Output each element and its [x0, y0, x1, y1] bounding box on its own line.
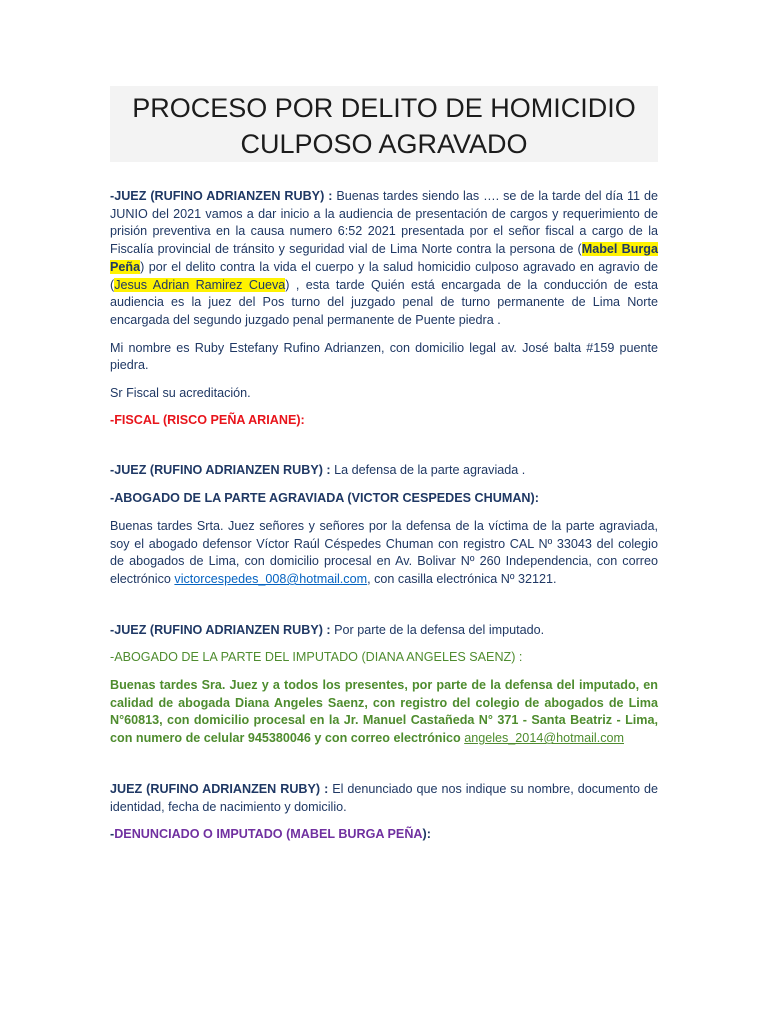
paragraph-text: Buenas tardes Srta. Juez señores y señores por la defensa de la víctima de la parte agraviada, soy el abogado defensor Víctor Raúl Céspedes Chuman con registro CAL Nº 33043 del colegio de abogados de Lima, con domicilio procesal en Av. Bolivar Nº 260 Independencia, con correo electrónico	[110, 518, 658, 586]
paragraph-text: El denunciado que nos indique su nombre, documento de identidad, fecha de nacimiento y domicilio.	[110, 781, 658, 814]
title-line-1: PROCESO POR DELITO DE HOMICIDIO	[132, 93, 636, 123]
speaker-judge: -JUEZ (RUFINO ADRIANZEN RUBY) :	[110, 189, 333, 203]
paragraph-text: Buenas tardes Sra. Juez y a todos los presentes, por parte de la defensa del imputado, en calidad de abogada Diana Angeles Saenz, con registro del colegio de abogados de Lima N°60813, con domicilio procesal en la Jr. Manuel Castañeda N° 371 - Santa Beatriz - Lima, con numero de celular 945380046 y con correo electrónico	[110, 678, 658, 746]
email-link-victim-lawyer[interactable]: victorcespedes_008@hotmail.com	[174, 571, 368, 586]
paragraph-judge-defense-accused	[110, 622, 658, 640]
speaker-accused-lawyer: -ABOGADO DE LA PARTE DEL IMPUTADO (DIANA ANGELES SAENZ) :	[110, 650, 523, 665]
title-line-2: CULPOSO AGRAVADO	[240, 129, 528, 159]
speaker-fiscal: -FISCAL (RISCO PEÑA ARIANE):	[110, 412, 305, 427]
speaker-judge: -JUEZ (RUFINO ADRIANZEN RUBY) :	[110, 622, 331, 637]
speaker-accused	[110, 826, 658, 844]
speaker-judge: JUEZ (RUFINO ADRIANZEN RUBY) :	[110, 781, 329, 796]
document-body	[110, 188, 658, 844]
speaker-accused-label: DENUNCIADO O IMPUTADO (	[114, 827, 291, 842]
speaker-prefix: -	[110, 827, 115, 842]
paragraph-text: ) por el delito contra la vida el cuerpo y la salud homicidio culposo agravado en agravio de (	[110, 259, 658, 292]
document-title	[110, 86, 658, 162]
email-link-accused-lawyer[interactable]: angeles_2014@hotmail.com	[464, 731, 624, 746]
paragraph-victim-lawyer	[110, 518, 658, 589]
paragraph-text: La defensa de la parte agraviada .	[330, 463, 526, 478]
highlight-victim-name: Jesus Adrian Ramirez Cueva	[114, 277, 286, 292]
paragraph-fiscal-request: Sr Fiscal su acreditación.	[110, 386, 251, 401]
paragraph-judge-identity: Mi nombre es Ruby Estefany Rufino Adrianzen, con domicilio legal av. José balta #159 puente piedra.	[110, 340, 658, 373]
speaker-accused-name: MABEL BURGA PEÑA	[290, 827, 423, 842]
paragraph-text: , con casilla electrónica Nº 32121.	[367, 571, 557, 586]
paragraph-judge-identity-request	[110, 781, 658, 816]
paragraph-text: ) , esta tarde Quién está encargada de la conducción de esta audiencia es la juez del Pos turno del juzgado penal de turno permanente de Lima Norte encargada del segundo juzgado penal permanente de Puente piedra .	[110, 277, 658, 327]
speaker-victim-lawyer: -ABOGADO DE LA PARTE AGRAVIADA (VICTOR CESPEDES CHUMAN):	[110, 491, 539, 506]
speaker-suffix: ):	[422, 827, 431, 842]
paragraph-judge-opening	[110, 188, 658, 330]
speaker-judge: -JUEZ (RUFINO ADRIANZEN RUBY) :	[110, 463, 331, 478]
paragraph-text: Por parte de la defensa del imputado.	[330, 622, 545, 637]
highlight-accused-name: Mabel Burga Peña	[110, 242, 658, 274]
paragraph-text: Buenas tardes siendo las …. se de la tarde del día 11 de JUNIO del 2021 vamos a dar inicio a la audiencia de presentación de cargos y requerimiento de prisión preventiva en la causa numero 6:52 2021 presentada por el señor fiscal a cargo de la Fiscalía provincial de tránsito y seguridad vial de Lima Norte contra la persona de (	[110, 189, 658, 257]
paragraph-accused-lawyer	[110, 677, 658, 748]
paragraph-judge-defense-victim	[110, 462, 658, 480]
